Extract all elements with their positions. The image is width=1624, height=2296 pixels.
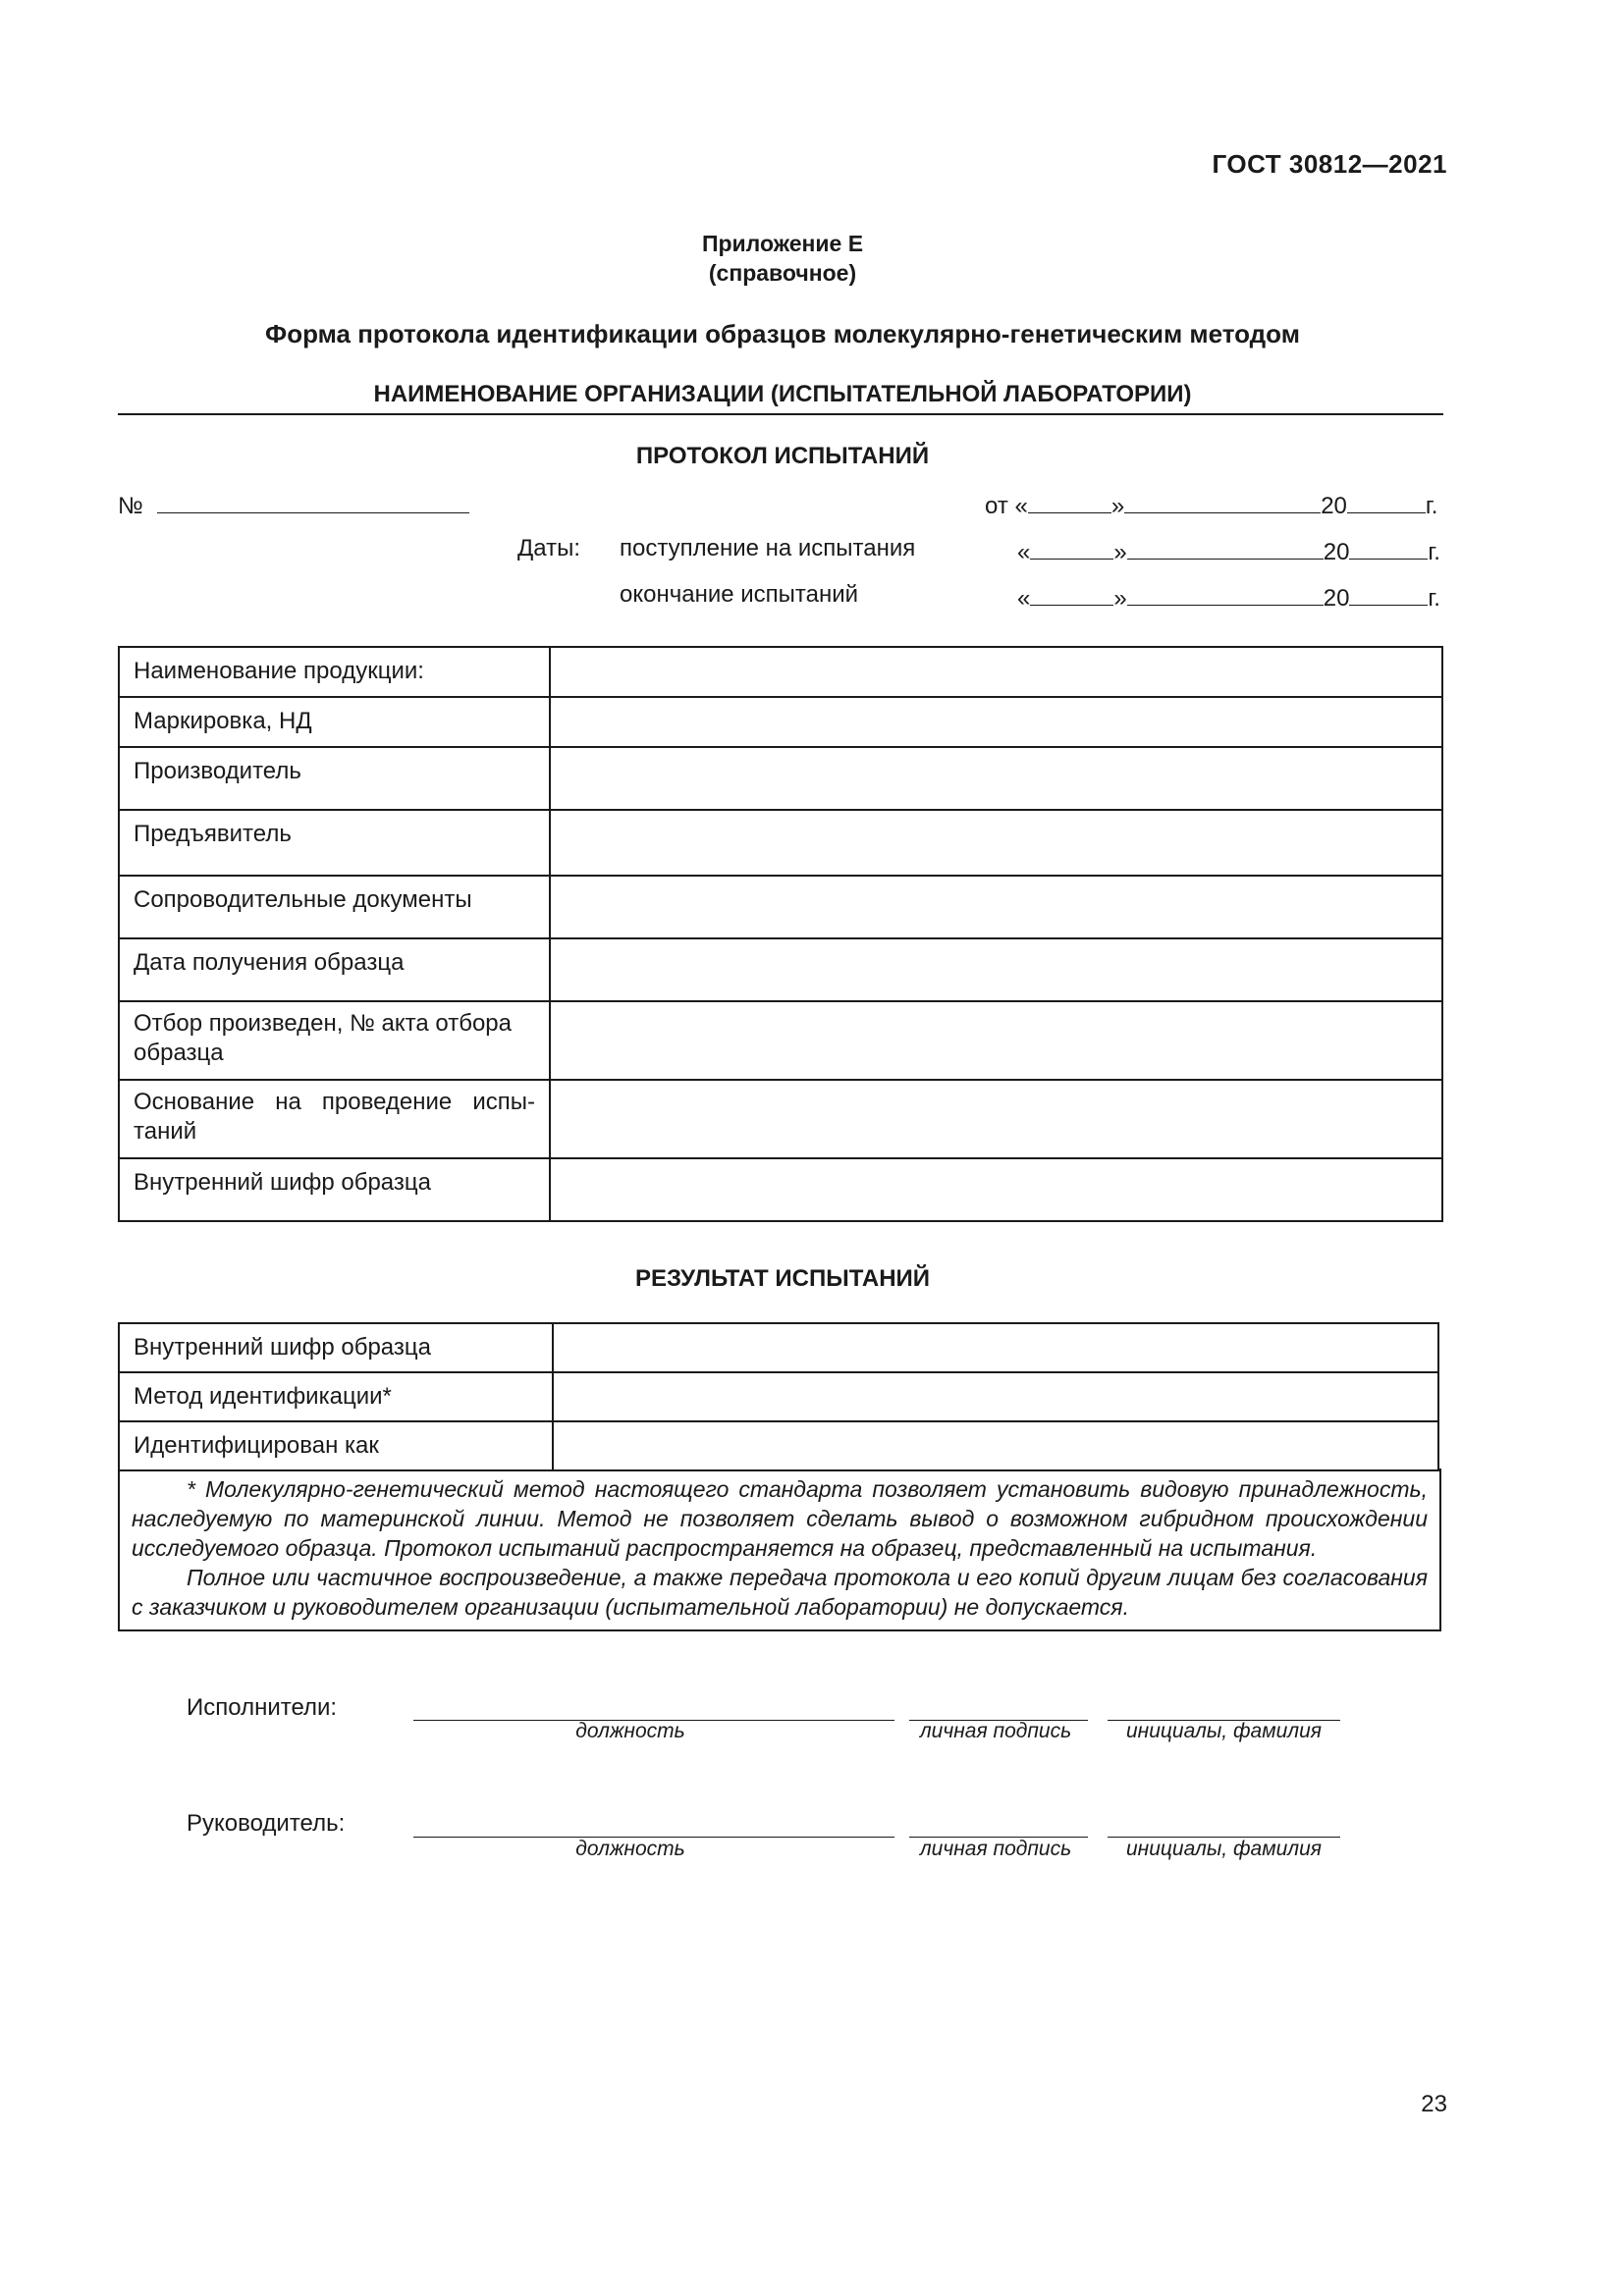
end-year-blank[interactable] — [1349, 581, 1428, 606]
appendix-title: Приложение Е — [701, 231, 864, 256]
row-label: Идентифицирован как — [119, 1421, 553, 1470]
row-value-cell[interactable] — [553, 1372, 1438, 1421]
appendix-heading — [0, 229, 1565, 288]
row-label: Основание на проведение испы- таний — [119, 1080, 550, 1158]
row-label: Метод идентификации* — [119, 1372, 553, 1421]
row-label: Предъявитель — [119, 810, 550, 876]
form-title: Форма протокола идентификации образцов молекулярно-генетическим методом — [265, 319, 1300, 348]
end-month-blank[interactable] — [1127, 581, 1324, 606]
receipt-label: поступление на испытания — [620, 535, 916, 561]
quote-close: » — [1110, 493, 1125, 519]
receipt-month-blank[interactable] — [1127, 535, 1324, 560]
year-prefix: 20 — [1321, 493, 1347, 519]
year-prefix: 20 — [1323, 585, 1350, 612]
protocol-title: ПРОТОКОЛ ИСПЫТАНИЙ — [635, 443, 930, 469]
signature-caption: личная подпись — [919, 1720, 1072, 1742]
row-value-cell[interactable] — [550, 938, 1442, 1001]
note-footnote: * Молекулярно-генетический метод настоящего стандарта позволяет установить видовую принадлежность, наследуемую по материнской линии. Метод не позволяет сделать вывод о возможном гибридном происхождении исследуемого образца. Протокол испытаний распространяется на образец, представленный на испытания. — [132, 1476, 1428, 1561]
year-prefix: 20 — [1323, 539, 1350, 565]
sample-info-table — [118, 646, 1443, 1222]
end-day-blank[interactable] — [1030, 581, 1113, 606]
row-label: Дата получения образца — [119, 938, 550, 1001]
quote-open: « — [1017, 539, 1031, 565]
quote-open: « — [1017, 585, 1031, 612]
name-caption: инициалы, фамилия — [1125, 1720, 1323, 1742]
number-blank[interactable] — [157, 489, 469, 513]
quote-close: » — [1113, 585, 1127, 612]
row-value-cell[interactable] — [550, 1080, 1442, 1158]
row-label: Производитель — [119, 747, 550, 810]
standard-number: ГОСТ 30812—2021 — [1212, 149, 1447, 179]
row-label: Внутренний шифр образца — [119, 1158, 550, 1221]
signature-caption: личная подпись — [919, 1838, 1072, 1860]
table-row — [119, 1323, 1438, 1372]
row-value-cell[interactable] — [553, 1421, 1438, 1470]
year-blank[interactable] — [1347, 489, 1426, 513]
page-number: 23 — [1421, 2091, 1447, 2117]
row-value-cell[interactable] — [550, 1158, 1442, 1221]
organization-name: НАИМЕНОВАНИЕ ОРГАНИЗАЦИИ (ИСПЫТАТЕЛЬНОЙ ЛАБОРАТОРИИ) — [373, 381, 1192, 407]
from-label: от « — [985, 493, 1028, 519]
receipt-year-blank[interactable] — [1349, 535, 1428, 560]
table-row — [119, 1001, 1442, 1080]
row-label: Сопроводительные документы — [119, 876, 550, 938]
position-caption: должность — [575, 1838, 685, 1860]
end-label: окончание испытаний — [620, 581, 859, 608]
row-label: Внутренний шифр образца — [119, 1323, 553, 1372]
year-suffix: г. — [1425, 493, 1438, 519]
row-value-cell[interactable] — [550, 747, 1442, 810]
protocol-number-field — [118, 489, 469, 520]
dates-label: Даты: — [517, 535, 580, 561]
table-row — [119, 1080, 1442, 1158]
table-row — [119, 938, 1442, 1001]
note-reproduction: Полное или частичное воспроизведение, а также передача протокола и его копий другим лицам без согласования с заказчиком и руководителем организации (испытательной лаборатории) не допускается. — [132, 1565, 1428, 1620]
table-row — [119, 747, 1442, 810]
year-suffix: г. — [1428, 585, 1440, 612]
quote-close: » — [1113, 539, 1127, 565]
row-label: Отбор произведен, № акта отбора образца — [119, 1001, 550, 1080]
receipt-date-field — [1017, 535, 1440, 566]
receipt-day-blank[interactable] — [1030, 535, 1113, 560]
table-row — [119, 1158, 1442, 1221]
row-value-cell[interactable] — [550, 1001, 1442, 1080]
table-row — [119, 1421, 1438, 1470]
head-label: Руководитель: — [187, 1810, 346, 1837]
row-label: Наименование продукции: — [119, 647, 550, 697]
end-date-field — [1017, 581, 1440, 613]
name-caption: инициалы, фамилия — [1125, 1838, 1323, 1860]
table-row — [119, 1372, 1438, 1421]
appendix-note: (справочное) — [708, 260, 857, 286]
row-label: Маркировка, НД — [119, 697, 550, 747]
results-table — [118, 1322, 1439, 1471]
table-row — [119, 810, 1442, 876]
month-blank[interactable] — [1124, 489, 1321, 513]
day-blank[interactable] — [1028, 489, 1111, 513]
table-row — [119, 697, 1442, 747]
protocol-date-field — [985, 489, 1437, 520]
row-value-cell[interactable] — [550, 697, 1442, 747]
table-row — [119, 876, 1442, 938]
results-note — [118, 1468, 1441, 1631]
row-value-cell[interactable] — [553, 1323, 1438, 1372]
position-caption: должность — [575, 1720, 685, 1742]
row-value-cell[interactable] — [550, 647, 1442, 697]
row-value-cell[interactable] — [550, 810, 1442, 876]
number-label: № — [118, 493, 143, 519]
results-title: РЕЗУЛЬТАТ ИСПЫТАНИЙ — [634, 1265, 931, 1292]
year-suffix: г. — [1428, 539, 1440, 565]
organization-underline — [118, 413, 1443, 415]
row-value-cell[interactable] — [550, 876, 1442, 938]
performers-label: Исполнители: — [187, 1694, 338, 1721]
table-row — [119, 647, 1442, 697]
